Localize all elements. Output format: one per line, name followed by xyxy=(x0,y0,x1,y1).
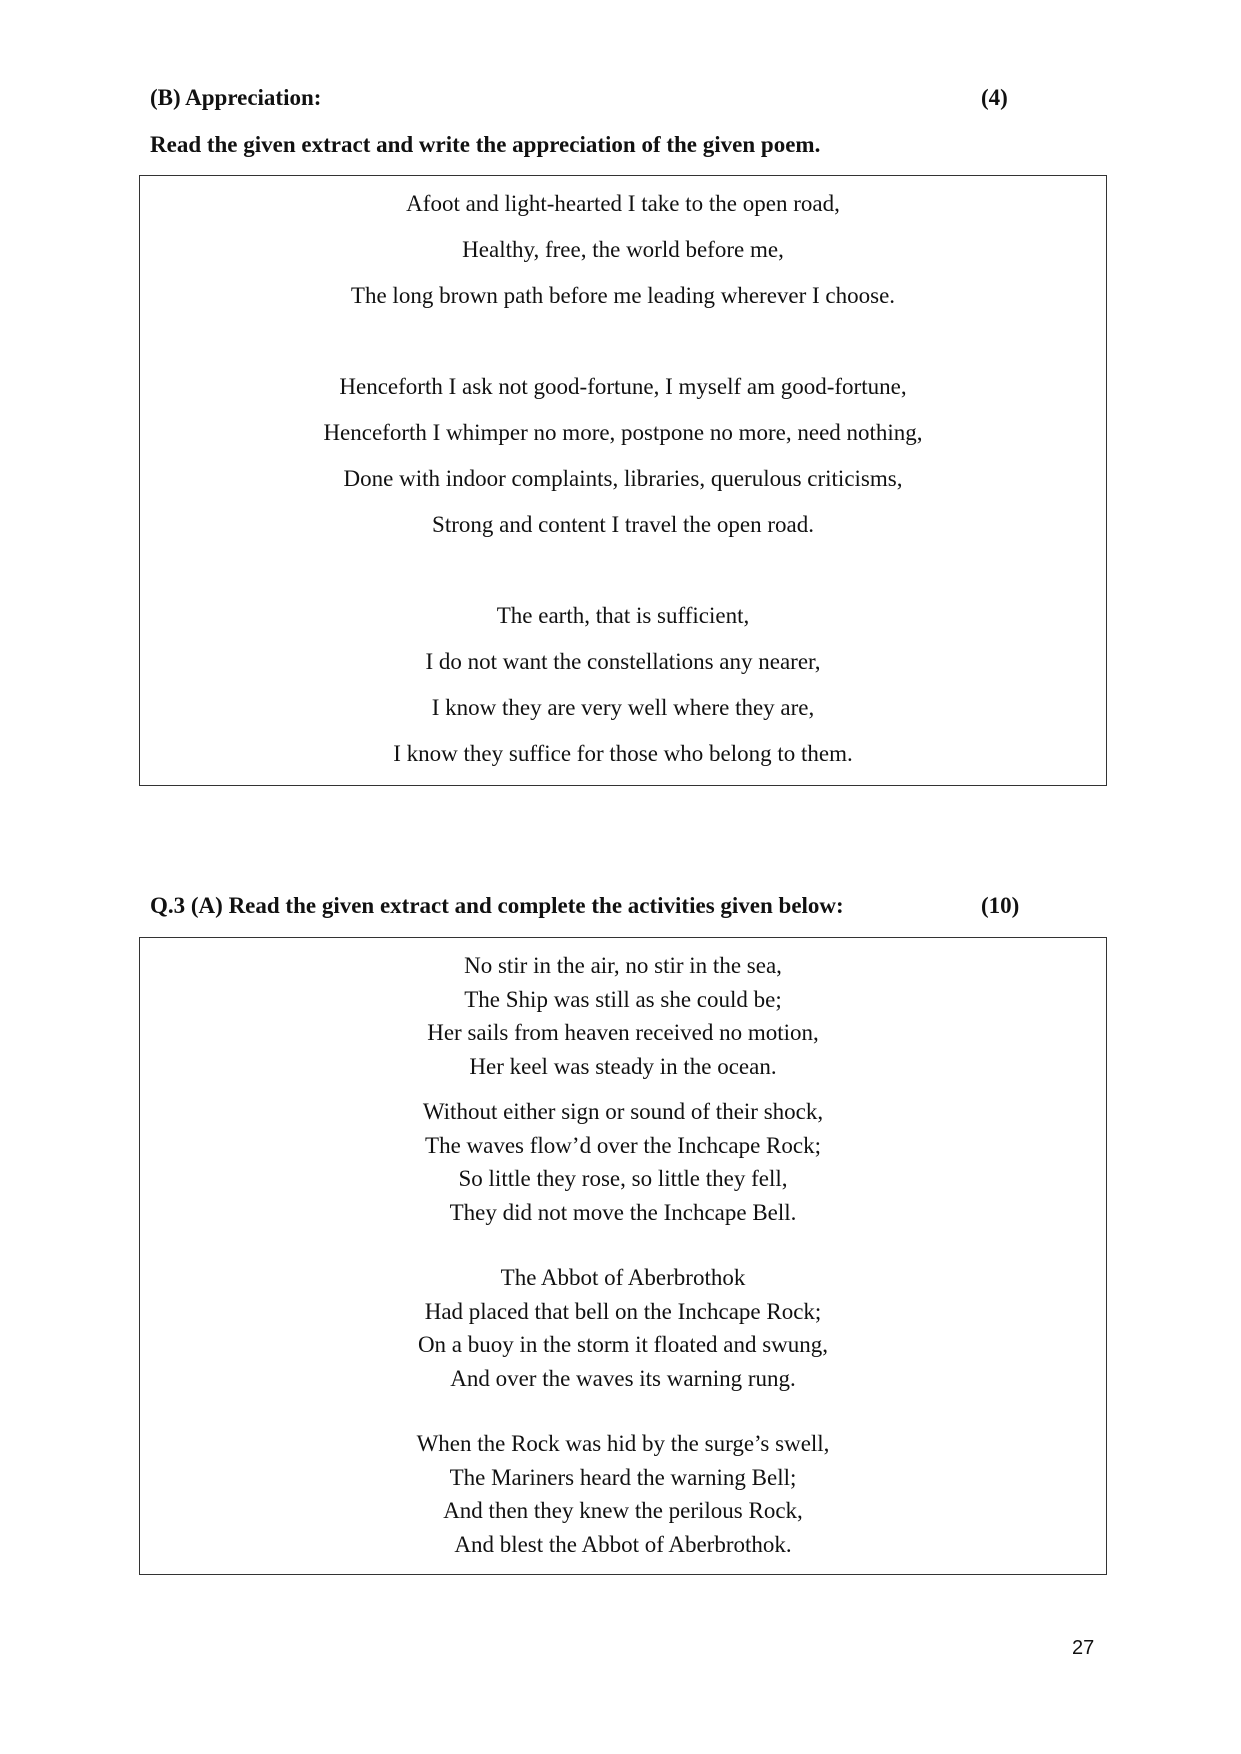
poem-line: Healthy, free, the world before me, xyxy=(462,237,784,262)
poem-line: Her sails from heaven received no motion, xyxy=(427,1020,819,1045)
poem-line: The Abbot of Aberbrothok xyxy=(500,1265,746,1290)
section-b-heading: (B) Appreciation: xyxy=(150,85,322,110)
poem-line: The Mariners heard the warning Bell; xyxy=(449,1465,797,1490)
poem-line: And blest the Abbot of Aberbrothok. xyxy=(454,1532,792,1557)
poem-line: The waves flow’d over the Inchcape Rock; xyxy=(425,1133,821,1158)
poem-line: Strong and content I travel the open road. xyxy=(432,512,814,537)
poem-line: I know they suffice for those who belong to them. xyxy=(393,741,853,766)
poem-line: The earth, that is sufficient, xyxy=(496,603,750,628)
poem-line: So little they rose, so little they fell, xyxy=(458,1166,788,1191)
poem-line: Her keel was steady in the ocean. xyxy=(469,1054,777,1079)
poem-line: On a buoy in the storm it floated and swung, xyxy=(417,1332,829,1357)
poem-line: I do not want the constellations any nearer, xyxy=(425,649,821,674)
poem-line: Done with indoor complaints, libraries, querulous criticisms, xyxy=(343,466,903,491)
poem-line: Had placed that bell on the Inchcape Rock; xyxy=(424,1299,822,1324)
appreciation-poem-box xyxy=(139,175,1107,786)
poem-line: The Ship was still as she could be; xyxy=(464,987,782,1012)
page-number: 27 xyxy=(1072,1637,1095,1659)
section-b-marks: (4) xyxy=(981,85,1008,110)
poem-line: Henceforth I ask not good-fortune, I myself am good-fortune, xyxy=(339,374,907,399)
extract-poem-box xyxy=(139,937,1107,1575)
poem-line: And then they knew the perilous Rock, xyxy=(443,1498,803,1523)
poem-line: They did not move the Inchcape Bell. xyxy=(449,1200,797,1225)
poem-line: Henceforth I whimper no more, postpone no more, need nothing, xyxy=(323,420,923,445)
poem-line: When the Rock was hid by the surge’s swell, xyxy=(416,1431,830,1456)
poem-line: Afoot and light-hearted I take to the open road, xyxy=(406,191,840,216)
poem-line: The long brown path before me leading wherever I choose. xyxy=(350,283,896,308)
section-b-instruction: Read the given extract and write the appreciation of the given poem. xyxy=(150,132,821,157)
poem-line: No stir in the air, no stir in the sea, xyxy=(464,953,782,978)
question-3-heading: Q.3 (A) Read the given extract and complete the activities given below: xyxy=(150,893,844,918)
poem-line: And over the waves its warning rung. xyxy=(450,1366,796,1391)
poem-line: Without either sign or sound of their shock, xyxy=(422,1099,824,1124)
question-3-marks: (10) xyxy=(981,893,1020,918)
poem-line: I know they are very well where they are, xyxy=(431,695,815,720)
